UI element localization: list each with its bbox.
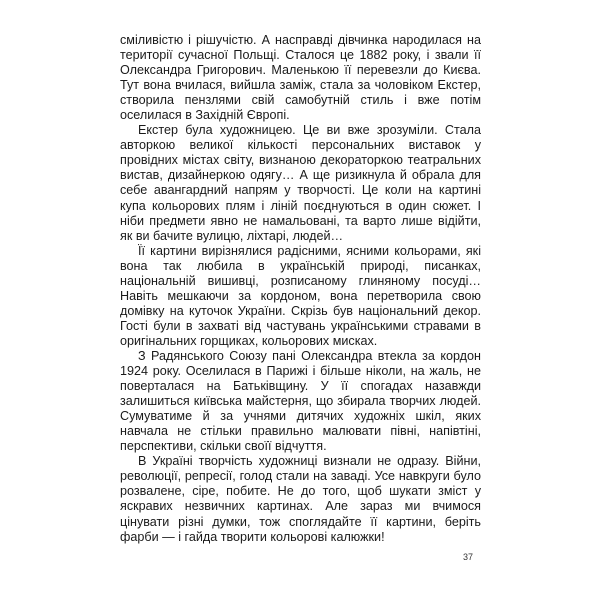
paragraph: сміливістю і рішучістю. А насправді дівчинка народилася на території сучасної Польщі. Сталося це 1882 року, і звали її Олександра Григорович. Маленькою її перевезли до Києва. Тут вона вчилася, вийшла заміж, стала за чоловіком Екстер, створила пензлями свій самобутній стиль і вже потім оселилася в Західній Європі. [120, 33, 481, 123]
paragraph: Її картини вирізнялися радісними, ясними кольорами, які вона так любила в українській природі, писанках, національній вишивці, розписаному глиняному посуді… Навіть мешкаючи за кордоном, вона перетворила свою домівку на куточок України. Скрізь був національний декор. Гості були в захваті від частувань українськими стравами в оригінальних горщиках, кольорових мисках. [120, 243, 481, 348]
paragraph: В Україні творчість художниці визнали не одразу. Війни, революції, репресії, голод стали на заваді. Усе навкруги було розвалене, сіре, побите. Не до того, щоб шукати зміст у яскравих незвичних картинах. Але зараз ми вчимося цінувати різні думки, тож споглядайте її картини, беріть фарби — і гайда творити кольорові калюжки! [120, 454, 481, 544]
paragraph: З Радянського Союзу пані Олександра втекла за кордон 1924 року. Оселилася в Парижі і більше ніколи, на жаль, не поверталася на Батьківщину. У її спогадах назавжди залишиться київська майстерня, що збирала творчих людей. Сумуватиме й за учнями дитячих художніх шкіл, яких навчала не стільки правильно малювати півні, напівтіні, перспективи, скільки своїї відчуття. [120, 348, 481, 454]
page-number: 37 [463, 552, 474, 562]
paragraph: Екстер була художницею. Це ви вже зрозуміли. Стала авторкою великої кількості персональних виставок у провідних містах світу, визнаною декораторкою театральних вистав, дизайнеркою одягу… А ще ризикнула й обрала для себе авангардний напрям у творчості. Це коли на картині купа кольорових плям і ліній поєднуються в один сюжет. І ніби предмети явно не намальовані, та варто лише відійти, як ви бачите вулицю, ліхтарі, людей… [120, 123, 481, 243]
page-body [120, 33, 481, 545]
